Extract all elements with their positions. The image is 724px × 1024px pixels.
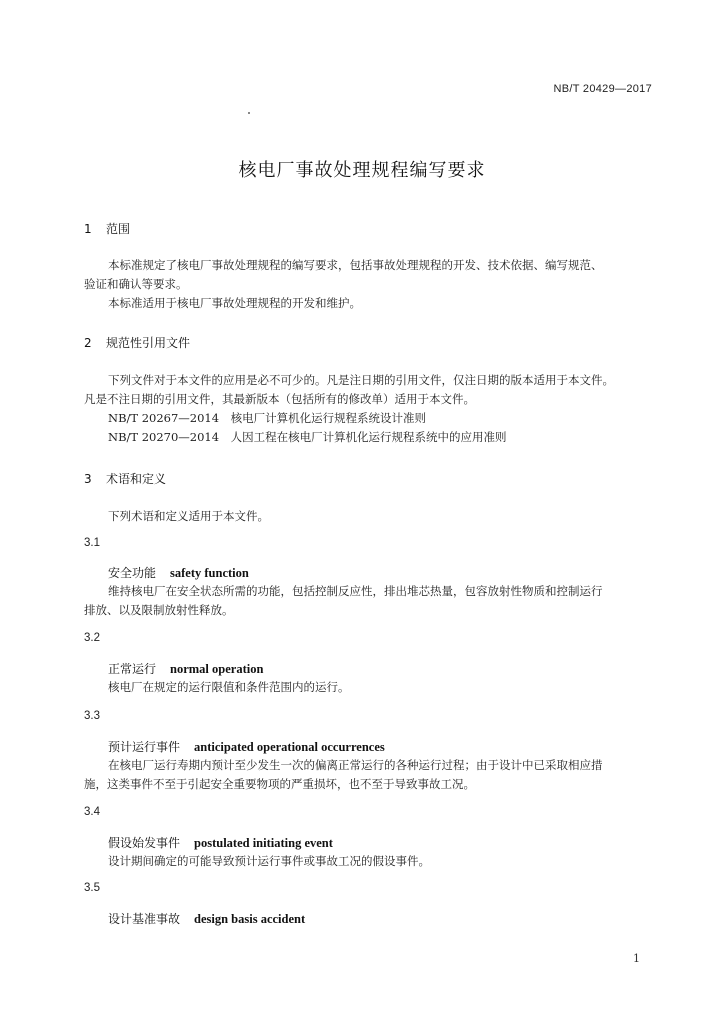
term-title — [108, 660, 263, 677]
term-cn: 正常运行 — [108, 662, 157, 676]
term-title — [108, 834, 333, 851]
section-2-para-1-line-2: 凡是不注日期的引用文件，其最新版本（包括所有的修改单）适用于本文件。 — [84, 392, 475, 406]
term-cn: 预计运行事件 — [108, 740, 181, 754]
section-3-heading — [84, 470, 166, 487]
section-1-para-1-line-2: 验证和确认等要求。 — [84, 277, 188, 291]
section-2-para-1-line-1: 下列文件对于本文件的应用是必不可少的。凡是注日期的引用文件，仅注日期的版本适用于本文件。 — [108, 373, 614, 387]
term-cn: 假设始发事件 — [108, 836, 181, 850]
term-number: 3.1 — [84, 537, 100, 549]
term-number: 3.4 — [84, 806, 100, 818]
scan-speck — [248, 112, 250, 114]
section-1-para-2: 本标准适用于核电厂事故处理规程的开发和维护。 — [108, 296, 361, 310]
term-number: 3.3 — [84, 710, 100, 722]
section-2-heading — [84, 334, 190, 351]
term-definition-line-1: 在核电厂运行寿期内预计至少发生一次的偏离正常运行的各种运行过程；由于设计中已采取相应措 — [108, 758, 603, 772]
term-title — [108, 738, 385, 755]
term-definition-line-1: 维持核电厂在安全状态所需的功能，包括控制反应性，排出堆芯热量，包容放射性物质和控制运行 — [108, 584, 603, 598]
document-code: NB/T 20429—2017 — [553, 83, 652, 95]
page-number: 1 — [633, 952, 640, 965]
term-number: 3.5 — [84, 882, 100, 894]
term-cn: 安全功能 — [108, 566, 157, 580]
section-1-para-1-line-1: 本标准规定了核电厂事故处理规程的编写要求，包括事故处理规程的开发、技术依据、编写规范、 — [108, 258, 603, 272]
term-en: design basis accident — [194, 912, 306, 926]
term-definition-line-2: 排放、以及限制放射性释放。 — [84, 603, 234, 617]
section-title: 范围 — [106, 222, 131, 236]
section-3-intro: 下列术语和定义适用于本文件。 — [108, 509, 269, 523]
term-en: postulated initiating event — [194, 836, 333, 850]
document-title: 核电厂事故处理规程编写要求 — [238, 160, 486, 181]
term-cn: 设计基准事故 — [108, 912, 181, 926]
term-definition-line-1: 设计期间确定的可能导致预计运行事件或事故工况的假设事件。 — [108, 854, 430, 868]
term-en: anticipated operational occurrences — [194, 740, 385, 754]
term-en: normal operation — [170, 662, 264, 676]
reference-item: NB/T 20270—2014 人因工程在核电厂计算机化运行规程系统中的应用准则 — [108, 430, 507, 444]
term-number: 3.2 — [84, 632, 100, 644]
reference-item: NB/T 20267—2014 核电厂计算机化运行规程系统设计准则 — [108, 411, 427, 425]
section-title: 术语和定义 — [106, 472, 167, 486]
section-number: 3 — [84, 472, 92, 486]
section-1-heading — [84, 220, 130, 237]
section-number: 2 — [84, 336, 92, 350]
term-definition-line-2: 施，这类事件不至于引起安全重要物项的严重损坏，也不至于导致事故工况。 — [84, 777, 475, 791]
term-en: safety function — [170, 566, 249, 580]
term-title — [108, 564, 249, 581]
section-number: 1 — [84, 222, 92, 236]
term-definition-line-1: 核电厂在规定的运行限值和条件范围内的运行。 — [108, 680, 350, 694]
term-title — [108, 910, 305, 927]
section-title: 规范性引用文件 — [106, 336, 191, 350]
